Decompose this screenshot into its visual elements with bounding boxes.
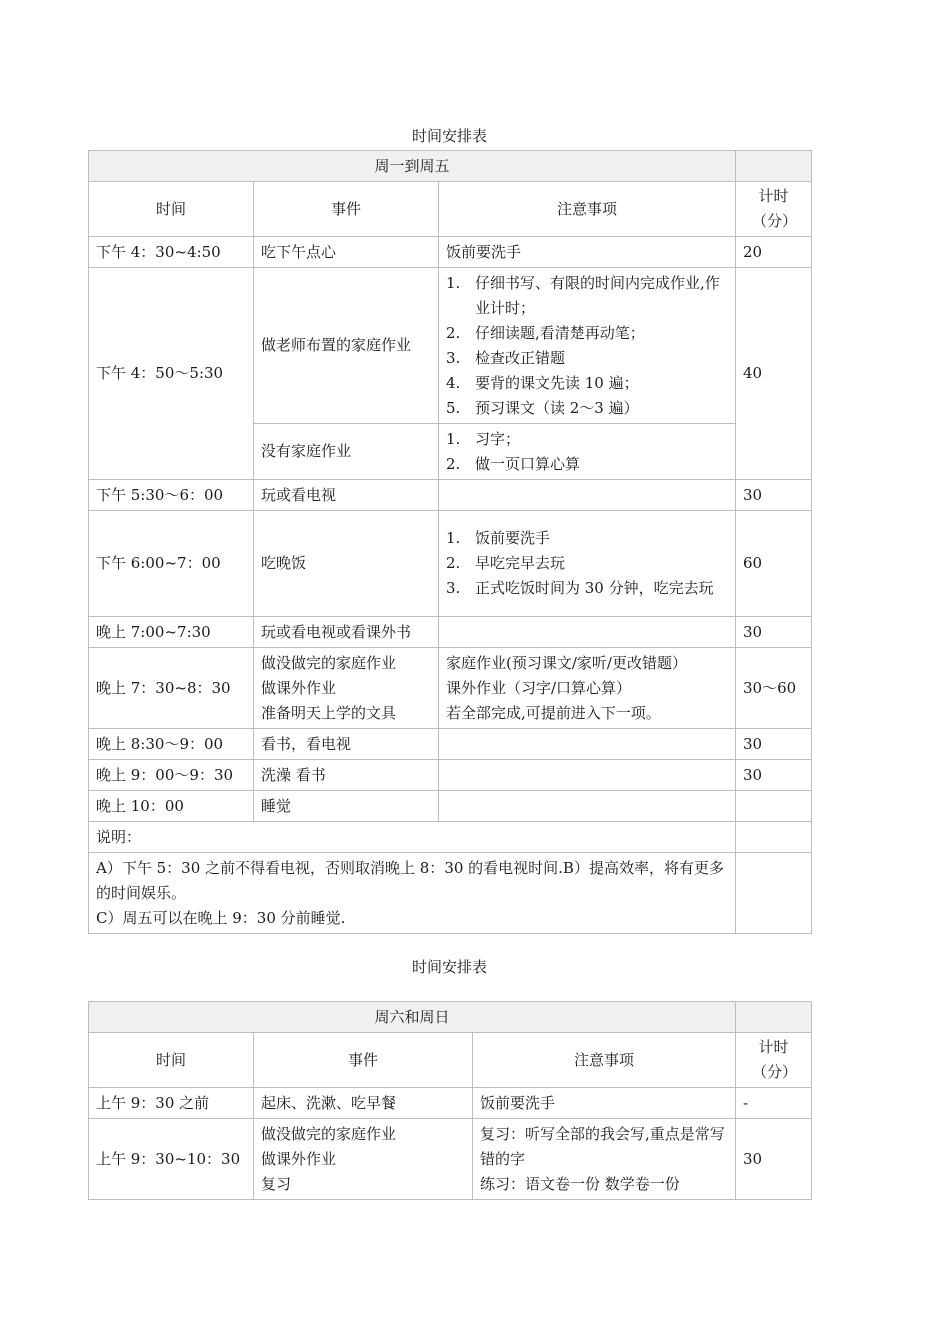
remark-line: C）周五可以在晚上 9：30 分前睡觉. [96, 908, 346, 927]
table-row [89, 729, 812, 760]
row-note: 饭前要洗手 [473, 1088, 736, 1119]
weekday-schedule-table [88, 150, 812, 934]
notes-list [446, 427, 728, 477]
weekend-schedule-table [88, 1001, 812, 1200]
row-minutes: 30～60 [736, 648, 812, 729]
column-header-minutes: 计时（分） [736, 182, 812, 237]
table-row [89, 480, 812, 511]
remark-body [89, 853, 736, 934]
period-header: 周一到周五 [89, 151, 736, 182]
period-header: 周六和周日 [89, 1002, 736, 1033]
row-event: 吃晚饭 [254, 511, 439, 617]
row-time: 晚上 8:30～9：00 [89, 729, 254, 760]
row-note [439, 480, 736, 511]
column-header-row [89, 182, 812, 237]
table-row [89, 760, 812, 791]
row-minutes: 30 [736, 617, 812, 648]
table-row [89, 511, 812, 617]
event-line: 做没做完的家庭作业 [261, 1124, 397, 1143]
weekend-table-caption: 时间安排表 [411, 958, 487, 976]
row-event: 没有家庭作业 [254, 424, 439, 480]
column-header-event: 事件 [254, 1033, 473, 1088]
row-event: 睡觉 [254, 791, 439, 822]
list-item: 3. 检查改正错题 [446, 348, 566, 367]
period-header-empty [736, 151, 812, 182]
column-header-time: 时间 [89, 182, 254, 237]
list-item: 2. 做一页口算心算 [446, 454, 581, 473]
table-row [89, 1119, 812, 1200]
note-line: 若全部完成,可提前进入下一项。 [446, 703, 661, 722]
row-time: 晚上 9：00～9：30 [89, 760, 254, 791]
list-item: 5. 预习课文（读 2～3 遍） [446, 398, 639, 417]
weekday-table-caption: 时间安排表 [411, 127, 487, 145]
row-event: 玩或看电视或看课外书 [254, 617, 439, 648]
row-note: 饭前要洗手 [439, 237, 736, 268]
remark-title-row [89, 822, 812, 853]
row-minutes: 30 [736, 1119, 812, 1200]
remark-line: A）下午 5：30 之前不得看电视，否则取消晚上 8：30 的看电视时间.B）提高效率，将有更多的时间娱乐。 [96, 858, 724, 902]
row-notes [473, 1119, 736, 1200]
column-header-minutes: 计时（分） [736, 1033, 812, 1088]
row-time: 晚上 10：00 [89, 791, 254, 822]
row-time: 上午 9：30 之前 [89, 1088, 254, 1119]
remark-body-row [89, 853, 812, 934]
row-time: 下午 5:30～6：00 [89, 480, 254, 511]
column-header-event: 事件 [254, 182, 439, 237]
list-item: 1. 习字； [446, 429, 521, 448]
row-minutes: 40 [736, 268, 812, 480]
list-item: 4. 要背的课文先读 10 遍； [446, 373, 639, 392]
row-notes [439, 648, 736, 729]
list-item: 2. 仔细读题,看清楚再动笔； [446, 323, 645, 342]
row-minutes: 30 [736, 760, 812, 791]
table-row [89, 791, 812, 822]
row-time: 晚上 7:00~7:30 [89, 617, 254, 648]
event-line: 做课外作业 [261, 1149, 337, 1168]
row-notes [439, 511, 736, 617]
list-item: 2. 早吃完早去玩 [446, 554, 566, 572]
list-item: 1. 仔细书写、有限的时间内完成作业,作业计时； [446, 273, 720, 317]
row-time: 下午 6:00~7：00 [89, 511, 254, 617]
note-line: 复习：听写全部的我会写,重点是常写错的字 [480, 1124, 725, 1168]
row-note [439, 729, 736, 760]
row-time: 下午 4：30~4:50 [89, 237, 254, 268]
note-line: 家庭作业(预习课文/家听/更改错题） [446, 653, 687, 672]
event-line: 复习 [261, 1174, 292, 1193]
row-note [439, 617, 736, 648]
row-event: 吃下午点心 [254, 237, 439, 268]
row-events [254, 1119, 473, 1200]
remark-title: 说明： [89, 822, 736, 853]
row-events [254, 648, 439, 729]
table-row [89, 617, 812, 648]
row-event: 玩或看电视 [254, 480, 439, 511]
row-minutes [736, 791, 812, 822]
row-minutes: 30 [736, 729, 812, 760]
note-line: 练习：语文卷一份 数学卷一份 [480, 1174, 680, 1193]
row-note [439, 760, 736, 791]
table-row [89, 268, 812, 424]
row-event: 起床、洗漱、吃早餐 [254, 1088, 473, 1119]
row-minutes: 30 [736, 480, 812, 511]
row-time: 晚上 7：30~8：30 [89, 648, 254, 729]
table-row [89, 1088, 812, 1119]
remark-body-empty [736, 853, 812, 934]
notes-list [446, 271, 728, 421]
period-header-row [89, 151, 812, 182]
notes-list [446, 526, 728, 601]
remark-title-empty [736, 822, 812, 853]
event-line: 准备明天上学的文具 [261, 703, 397, 722]
list-item: 3. 正式吃饭时间为 30 分钟，吃完去玩 [446, 579, 714, 597]
column-header-time: 时间 [89, 1033, 254, 1088]
row-event: 做老师布置的家庭作业 [254, 268, 439, 424]
note-line: 课外作业（习字/口算心算） [446, 678, 632, 697]
column-header-notes: 注意事项 [473, 1033, 736, 1088]
row-notes [439, 268, 736, 424]
row-time: 下午 4：50～5:30 [89, 268, 254, 480]
list-item: 1. 饭前要洗手 [446, 529, 551, 547]
row-minutes: 20 [736, 237, 812, 268]
row-note [439, 791, 736, 822]
row-notes [439, 424, 736, 480]
row-event: 看书，看电视 [254, 729, 439, 760]
column-header-notes: 注意事项 [439, 182, 736, 237]
period-header-row [89, 1002, 812, 1033]
table-row [89, 237, 812, 268]
row-event: 洗澡 看书 [254, 760, 439, 791]
event-line: 做没做完的家庭作业 [261, 653, 397, 672]
table-row [89, 648, 812, 729]
row-minutes: 60 [736, 511, 812, 617]
period-header-empty [736, 1002, 812, 1033]
row-time: 上午 9：30~10：30 [89, 1119, 254, 1200]
row-minutes: - [736, 1088, 812, 1119]
event-line: 做课外作业 [261, 678, 337, 697]
column-header-row [89, 1033, 812, 1088]
